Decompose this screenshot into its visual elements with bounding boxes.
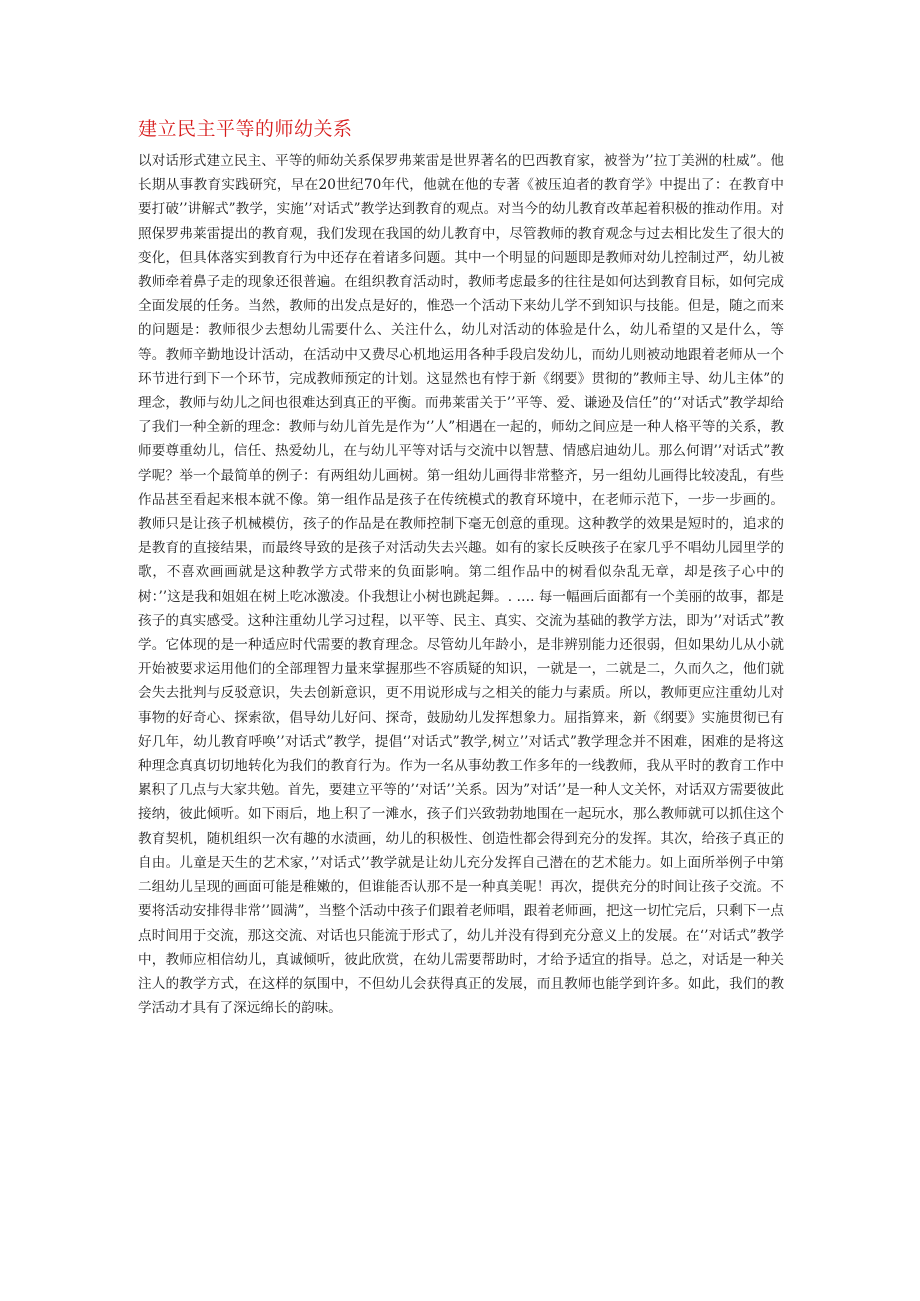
document-title: 建立民主平等的师幼关系 xyxy=(138,118,353,140)
document-body-paragraph: 以对话形式建立民主、平等的师幼关系保罗弗莱雷是世界著名的巴西教育家，被誉为’’拉丁美洲的杜威”。他长期从事教育实践研究，早在20世纪70年代，他就在他的专著《被压迫者的教育学》中提出了：在教育中要打破’’讲解式”教学，实施’’对话式”教学达到教育的观点。对当今的幼儿教育改革起着积极的推动作用。对照保罗弗莱雷提出的教育观，我们发现在我国的幼儿教育中，尽管教师的教育观念与过去相比发生了很大的变化，但具体落实到教育行为中还存在着诸多问题。其中一个明显的问题即是教师对幼儿控制过严，幼儿被教师牵着鼻子走的现象还很普遍。在组织教育活动时，教师考虑最多的往往是如何达到教育目标，如何完成全面发展的任务。当然，教师的出发点是好的，惟恐一个活动下来幼儿学不到知识与技能。但是，随之而来的问题是：教师很少去想幼儿需要什么、关注什么，幼儿对活动的体验是什么，幼儿希望的又是什么，等等。教师辛勤地设计活动，在活动中又费尽心机地运用各种手段启发幼儿，而幼儿则被动地跟着老师从一个环节进行到下一个环节，完成教师预定的计划。这显然也有悖于新《纲要》贯彻的”教师主导、幼儿主体”的理念，教师与幼儿之间也很难达到真正的平衡。而弗莱雷关于’’平等、爱、谦逊及信任”的‘’对话式”教学却给了我们一种全新的理念：教师与幼儿首先是作为‘’人”相遇在一起的，师幼之间应是一种人格平等的关系，教师要尊重幼儿，信任、热爱幼儿，在与幼儿平等对话与交流中以智慧、情感启迪幼儿。那么何谓’’对话式”教学呢？举一个最简单的例子：有两组幼儿画树。第一组幼儿画得非常整齐，另一组幼儿画得比较凌乱，有些作品甚至看起来根本就不像。第一组作品是孩子在传统模式的教育环境中，在老师示范下，一步一步画的。教师只是让孩子机械模仿，孩子的作品是在教师控制下毫无创意的重现。这种教学的效果是短时的，追求的是教育的直接结果，而最终导致的是孩子对活动失去兴趣。如有的家长反映孩子在家几乎不唱幼儿园里学的歌，不喜欢画画就是这种教学方式带来的负面影响。第二组作品中的树看似杂乱无章，却是孩子心中的树：’’这是我和姐姐在树上吃冰激凌。仆我想让小树也跳起舞。. …. 每一幅画后面都有一个美丽的故事，都是孩子的真实感受。这种注重幼儿学习过程，以平等、民主、真实、交流为基础的教学方法，即为’’对话式”教学。它体现的是一种适应时代需要的教育理念。尽管幼儿年龄小，是非辨别能力还很弱，但如果幼儿从小就开始被要求运用他们的全部理智力量来掌握那些不容质疑的知识，一就是一，二就是二，久而久之，他们就会失去批判与反驳意识，失去创新意识，更不用说形成与之相关的能力与素质。所以，教师更应注重幼儿对事物的好奇心、探索欲，倡导幼儿好问、探奇，鼓励幼儿发挥想象力。屈指算来，新《纲要》实施贯彻已有好几年，幼儿教育呼唤’’对话式”教学，提倡‘’对话式”教学,树立’’对话式”教学理念并不困难，困难的是将这种理念真真切切地转化为我们的教育行为。作为一名从事幼教工作多年的一线教师，我从平时的教育工作中累积了几点与大家共勉。首先，要建立平等的’‘对话’’关系。因为”对话’’是一种人文关怀，对话双方需要彼此接纳，彼此倾听。如下雨后，地上积了一滩水，孩子们兴致勃勃地围在一起玩水，那么教师就可以抓住这个教育契机，随机组织一次有趣的水渍画，幼儿的积极性、创造性都会得到充分的发挥。其次，给孩子真正的自由。儿童是天生的艺术家，’’对话式’’教学就是让幼儿充分发挥自己潜在的艺术能力。如上面所举例子中第二组幼儿呈现的画面可能是稚嫩的，但谁能否认那不是一种真美呢！再次，提供充分的时间让孩子交流。不要将活动安排得非常’’圆满”，当整个活动中孩子们跟着老师唱，跟着老师画，把这一切忙完后，只剩下一点点时间用于交流，那这交流、对话也只能流于形式了，幼儿并没有得到充分意义上的发展。在‘’对话式”教学中，教师应相信幼儿，真诚倾听，彼此欣赏，在幼儿需要帮助时，才给予适宜的指导。总之，对话是一种关注人的教学方式，在这样的氛围中，不但幼儿会获得真正的发展，而且教师也能学到许多。如此，我们的教学活动才具有了深远绵长的韵味。 xyxy=(138,153,784,1017)
